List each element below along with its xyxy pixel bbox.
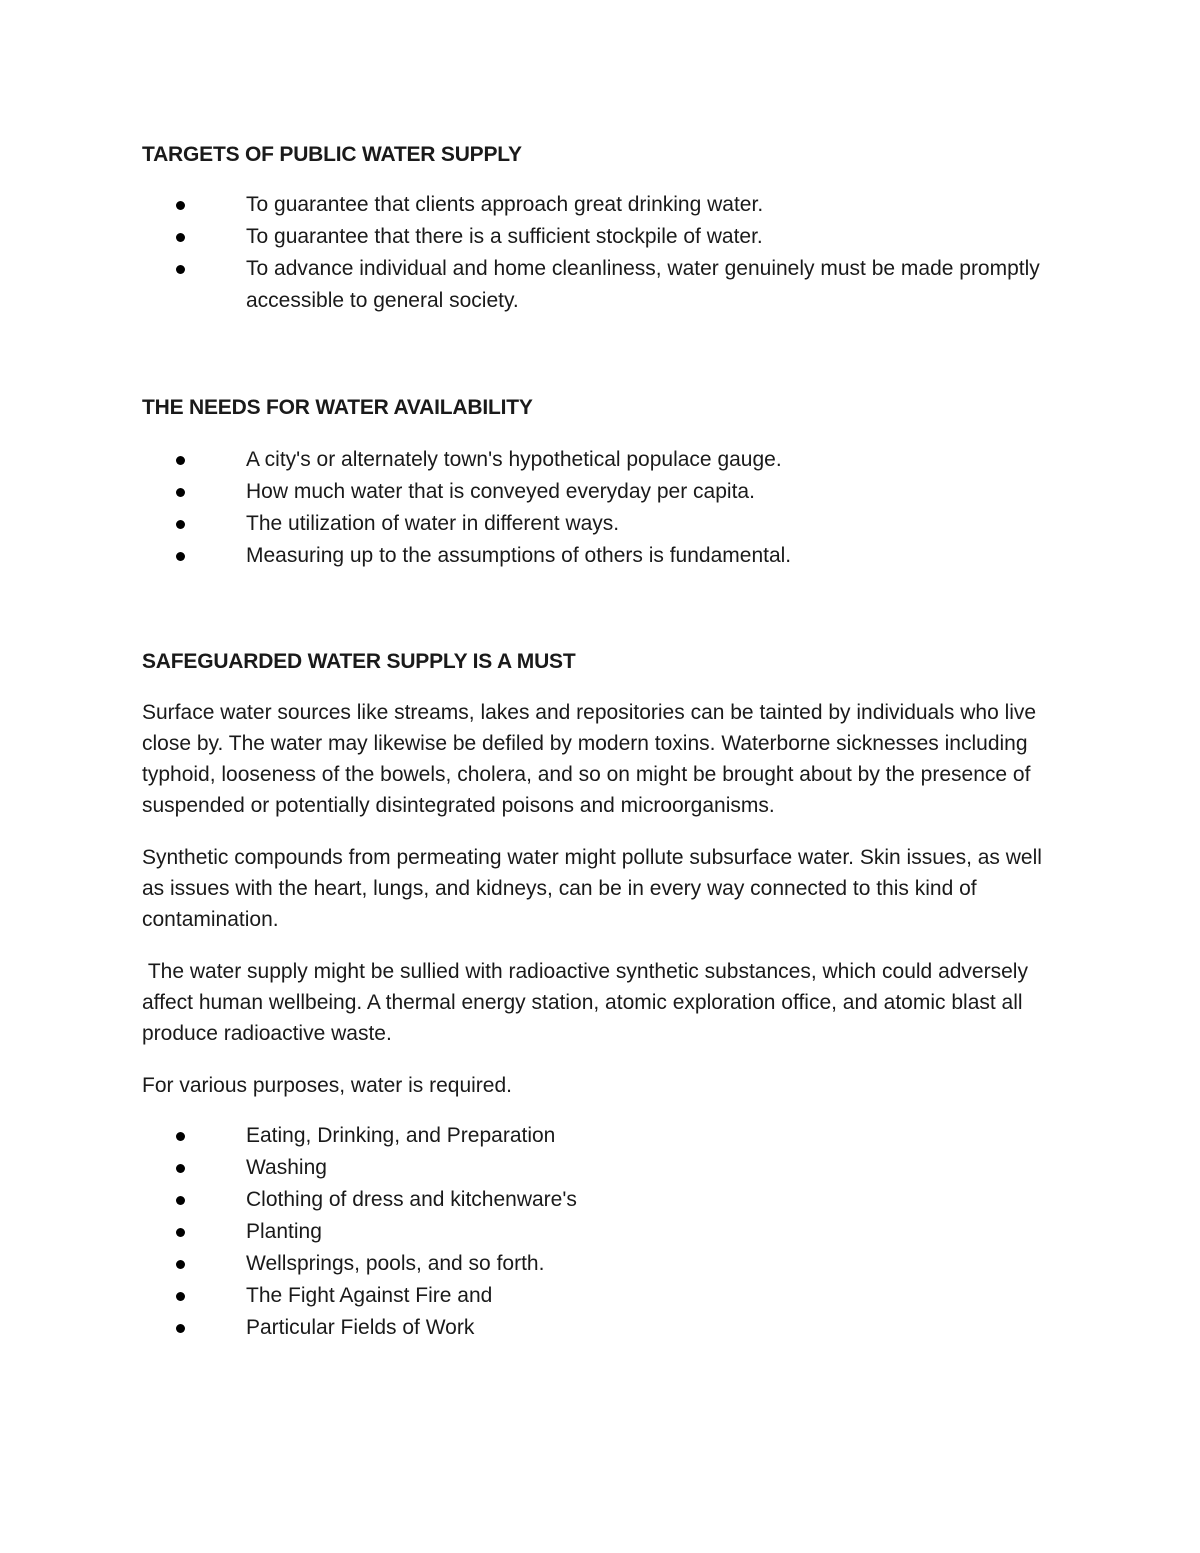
list-item <box>142 1184 1062 1216</box>
bullet-icon <box>176 520 185 529</box>
list-item <box>142 1248 1062 1280</box>
list-item-text: Planting <box>246 1220 322 1243</box>
list-item-text: Clothing of dress and kitchenware's <box>246 1188 577 1211</box>
document-content <box>142 140 1062 1344</box>
list-item <box>142 444 1062 476</box>
list-item <box>142 253 1062 317</box>
list-item <box>142 221 1062 253</box>
bullet-icon <box>176 265 185 274</box>
body-paragraph: Synthetic compounds from permeating water might pollute subsurface water. Skin issues, as well as issues with the heart, lungs, and kidneys, can be in every way connected to this kind of contamination. <box>142 846 1042 931</box>
body-paragraph: Surface water sources like streams, lakes and repositories can be tainted by individuals who live close by. The water may likewise be defiled by modern toxins. Waterborne sicknesses including typhoid, looseness of the bowels, cholera, and so on might be brought about by the presence of suspended or potentially disintegrated poisons and microorganisms. <box>142 701 1037 817</box>
list-item <box>142 1312 1062 1344</box>
targets-list <box>142 189 1062 317</box>
list-item-text: Measuring up to the assumptions of others is fundamental. <box>246 544 792 567</box>
list-item-text: Particular Fields of Work <box>246 1316 475 1339</box>
list-item-text: The Fight Against Fire and <box>246 1284 493 1307</box>
list-item <box>142 476 1062 508</box>
bullet-icon <box>176 1324 185 1333</box>
list-item <box>142 508 1062 540</box>
list-item-text: Washing <box>246 1156 327 1179</box>
list-item-text: To guarantee that clients approach great drinking water. <box>246 193 764 216</box>
bullet-icon <box>176 1164 185 1173</box>
list-item-text: How much water that is conveyed everyday per capita. <box>246 480 755 503</box>
list-item-text: The utilization of water in different ways. <box>246 512 620 535</box>
bullet-icon <box>176 456 185 465</box>
body-paragraph: The water supply might be sullied with radioactive synthetic substances, which could adversely affect human wellbeing. A thermal energy station, atomic exploration office, and atomic blast all produce radioactive waste. <box>142 960 1034 1045</box>
list-item <box>142 540 1062 572</box>
list-item-text: To advance individual and home cleanliness, water genuinely must be made promptly accessible to general society. <box>246 257 1040 312</box>
list-item-text: Wellsprings, pools, and so forth. <box>246 1252 545 1275</box>
body-paragraph: For various purposes, water is required. <box>142 1074 512 1097</box>
section-heading-safeguarded: SAFEGUARDED WATER SUPPLY IS A MUST <box>142 650 576 673</box>
bullet-icon <box>176 1292 185 1301</box>
bullet-icon <box>176 552 185 561</box>
list-item-text: To guarantee that there is a sufficient stockpile of water. <box>246 225 763 248</box>
list-item-text: Eating, Drinking, and Preparation <box>246 1124 556 1147</box>
list-item <box>142 1120 1062 1152</box>
bullet-icon <box>176 201 185 210</box>
bullet-icon <box>176 1228 185 1237</box>
list-item <box>142 189 1062 221</box>
bullet-icon <box>176 1132 185 1141</box>
list-item <box>142 1216 1062 1248</box>
needs-list <box>142 444 1062 572</box>
list-item-text: A city's or alternately town's hypothetical populace gauge. <box>246 448 782 471</box>
purposes-list <box>142 1120 1062 1344</box>
list-item <box>142 1280 1062 1312</box>
section-heading-targets: TARGETS OF PUBLIC WATER SUPPLY <box>142 143 522 166</box>
bullet-icon <box>176 1196 185 1205</box>
bullet-icon <box>176 488 185 497</box>
section-heading-needs: THE NEEDS FOR WATER AVAILABILITY <box>142 396 533 419</box>
list-item <box>142 1152 1062 1184</box>
bullet-icon <box>176 1260 185 1269</box>
bullet-icon <box>176 233 185 242</box>
